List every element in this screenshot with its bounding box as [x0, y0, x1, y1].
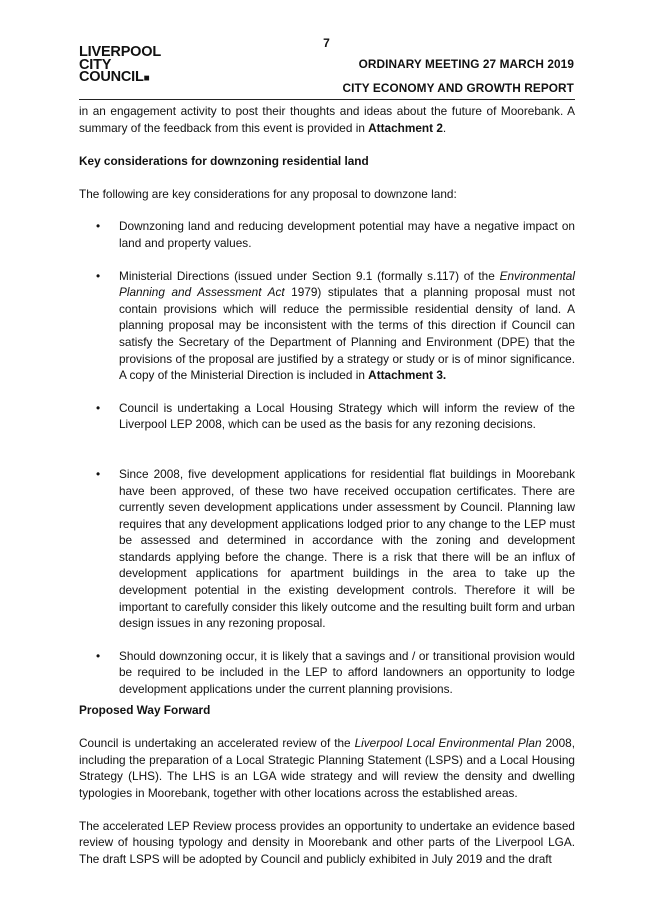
- bullet-text: Downzoning land and reducing development potential may have a negative impact on land and property values.: [119, 219, 575, 250]
- report-title: CITY ECONOMY AND GROWTH REPORT: [342, 81, 574, 95]
- way-forward-paragraph-2: The accelerated LEP Review process provides an opportunity to undertake an evidence based review of housing typology and density in Moorebank and other parts of the Liverpool LGA. The draft LSPS will be adopted by Council and publicly exhibited in July 2019 and the draft: [79, 818, 575, 866]
- meeting-title: ORDINARY MEETING 27 MARCH 2019: [358, 57, 574, 71]
- bullet-text: Should downzoning occur, it is likely that a savings and / or transitional provision would be required to be included in the LEP to afford landowners an opportunity to lodge development applications under the current planning provisions.: [119, 648, 575, 697]
- act-title: Environmental Planning and Assessment Act: [119, 268, 575, 300]
- bullet-item: [79, 648, 575, 698]
- bullet-item: [79, 268, 575, 384]
- attachment-ref: Attachment 3.: [368, 368, 447, 383]
- section-heading-way-forward: Proposed Way Forward: [79, 702, 211, 717]
- bullet-text: Ministerial Directions (issued under Section 9.1 (formally s.117) of the Environmental Planning and Assessment Act 1979) stipulates that a planning proposal must not contain provisions which will reduce the permissible residential density of land. A planning proposal may be inconsistent with the terms of this direction if Council can satisfy the Secretary of the Department of Planning and Environment (DPE) that the provisions of the proposal are justified by a strategy or study or is of minor significance. A copy of the Ministerial Direction is included in Attachment 3.: [119, 268, 575, 383]
- intro-text: in an engagement activity to post their thoughts and ideas about the future of Moorebank. A summary of the feedback from this event is provided in: [79, 104, 575, 135]
- bullet-item: [79, 400, 575, 433]
- way-forward-paragraph-1: Council is undertaking an accelerated review of the Liverpool Local Environmental Plan 2008, including the preparation of a Local Strategic Planning Statement (LSPS) and a Local Housing Strategy (LHS). The LHS is an LGA wide strategy and will review the density and dwelling typologies in Moorebank, together with other locations across the established areas.: [79, 736, 575, 800]
- intro-period: .: [442, 120, 447, 135]
- logo-line-1: LIVERPOOL: [79, 44, 161, 60]
- logo-line-3: COUNCIL: [79, 69, 144, 85]
- intro-paragraph: [79, 103, 575, 136]
- page-number: 7: [323, 36, 330, 50]
- bullet-text: Since 2008, five development applications for residential flat buildings in Moorebank have been approved, of these two have received occupation certificates. There are currently seven development applications under assessment by Council. Planning law requires that any development applications lodged prior to any change to the LEP must be assessed and determined in accordance with the zoning and development standards applying before the change. There is a risk that there will be an influx of development applications for apartment buildings in the area to take up the development potential in the existing development controls. Therefore it will be important to carefully consider this likely outcome and the resulting built form and urban design issues in any rezoning proposal.: [119, 466, 575, 631]
- bullet-icon: •: [96, 268, 101, 283]
- lep-title: Liverpool Local Environmental Plan: [354, 736, 542, 751]
- section1-lead: The following are key considerations for any proposal to downzone land:: [79, 186, 457, 201]
- bullet-icon: •: [96, 466, 101, 481]
- section-heading-key-considerations: Key considerations for downzoning residential land: [79, 154, 369, 169]
- council-logo: [79, 46, 161, 86]
- logo-line-2: CITY: [79, 56, 112, 73]
- bullet-icon: •: [96, 648, 101, 663]
- intro-attachment-ref: Attachment 2: [368, 120, 443, 135]
- bullet-item: [79, 218, 575, 251]
- header-divider: [79, 99, 575, 100]
- logo-mark-icon: ■: [143, 73, 150, 84]
- document-body: [79, 103, 575, 867]
- bullet-text: Council is undertaking a Local Housing Strategy which will inform the review of the Liverpool LEP 2008, which can be used as the basis for any rezoning decisions.: [119, 400, 575, 432]
- bullet-icon: •: [96, 219, 101, 234]
- bullet-icon: •: [96, 400, 101, 415]
- bullet-item: [79, 466, 575, 632]
